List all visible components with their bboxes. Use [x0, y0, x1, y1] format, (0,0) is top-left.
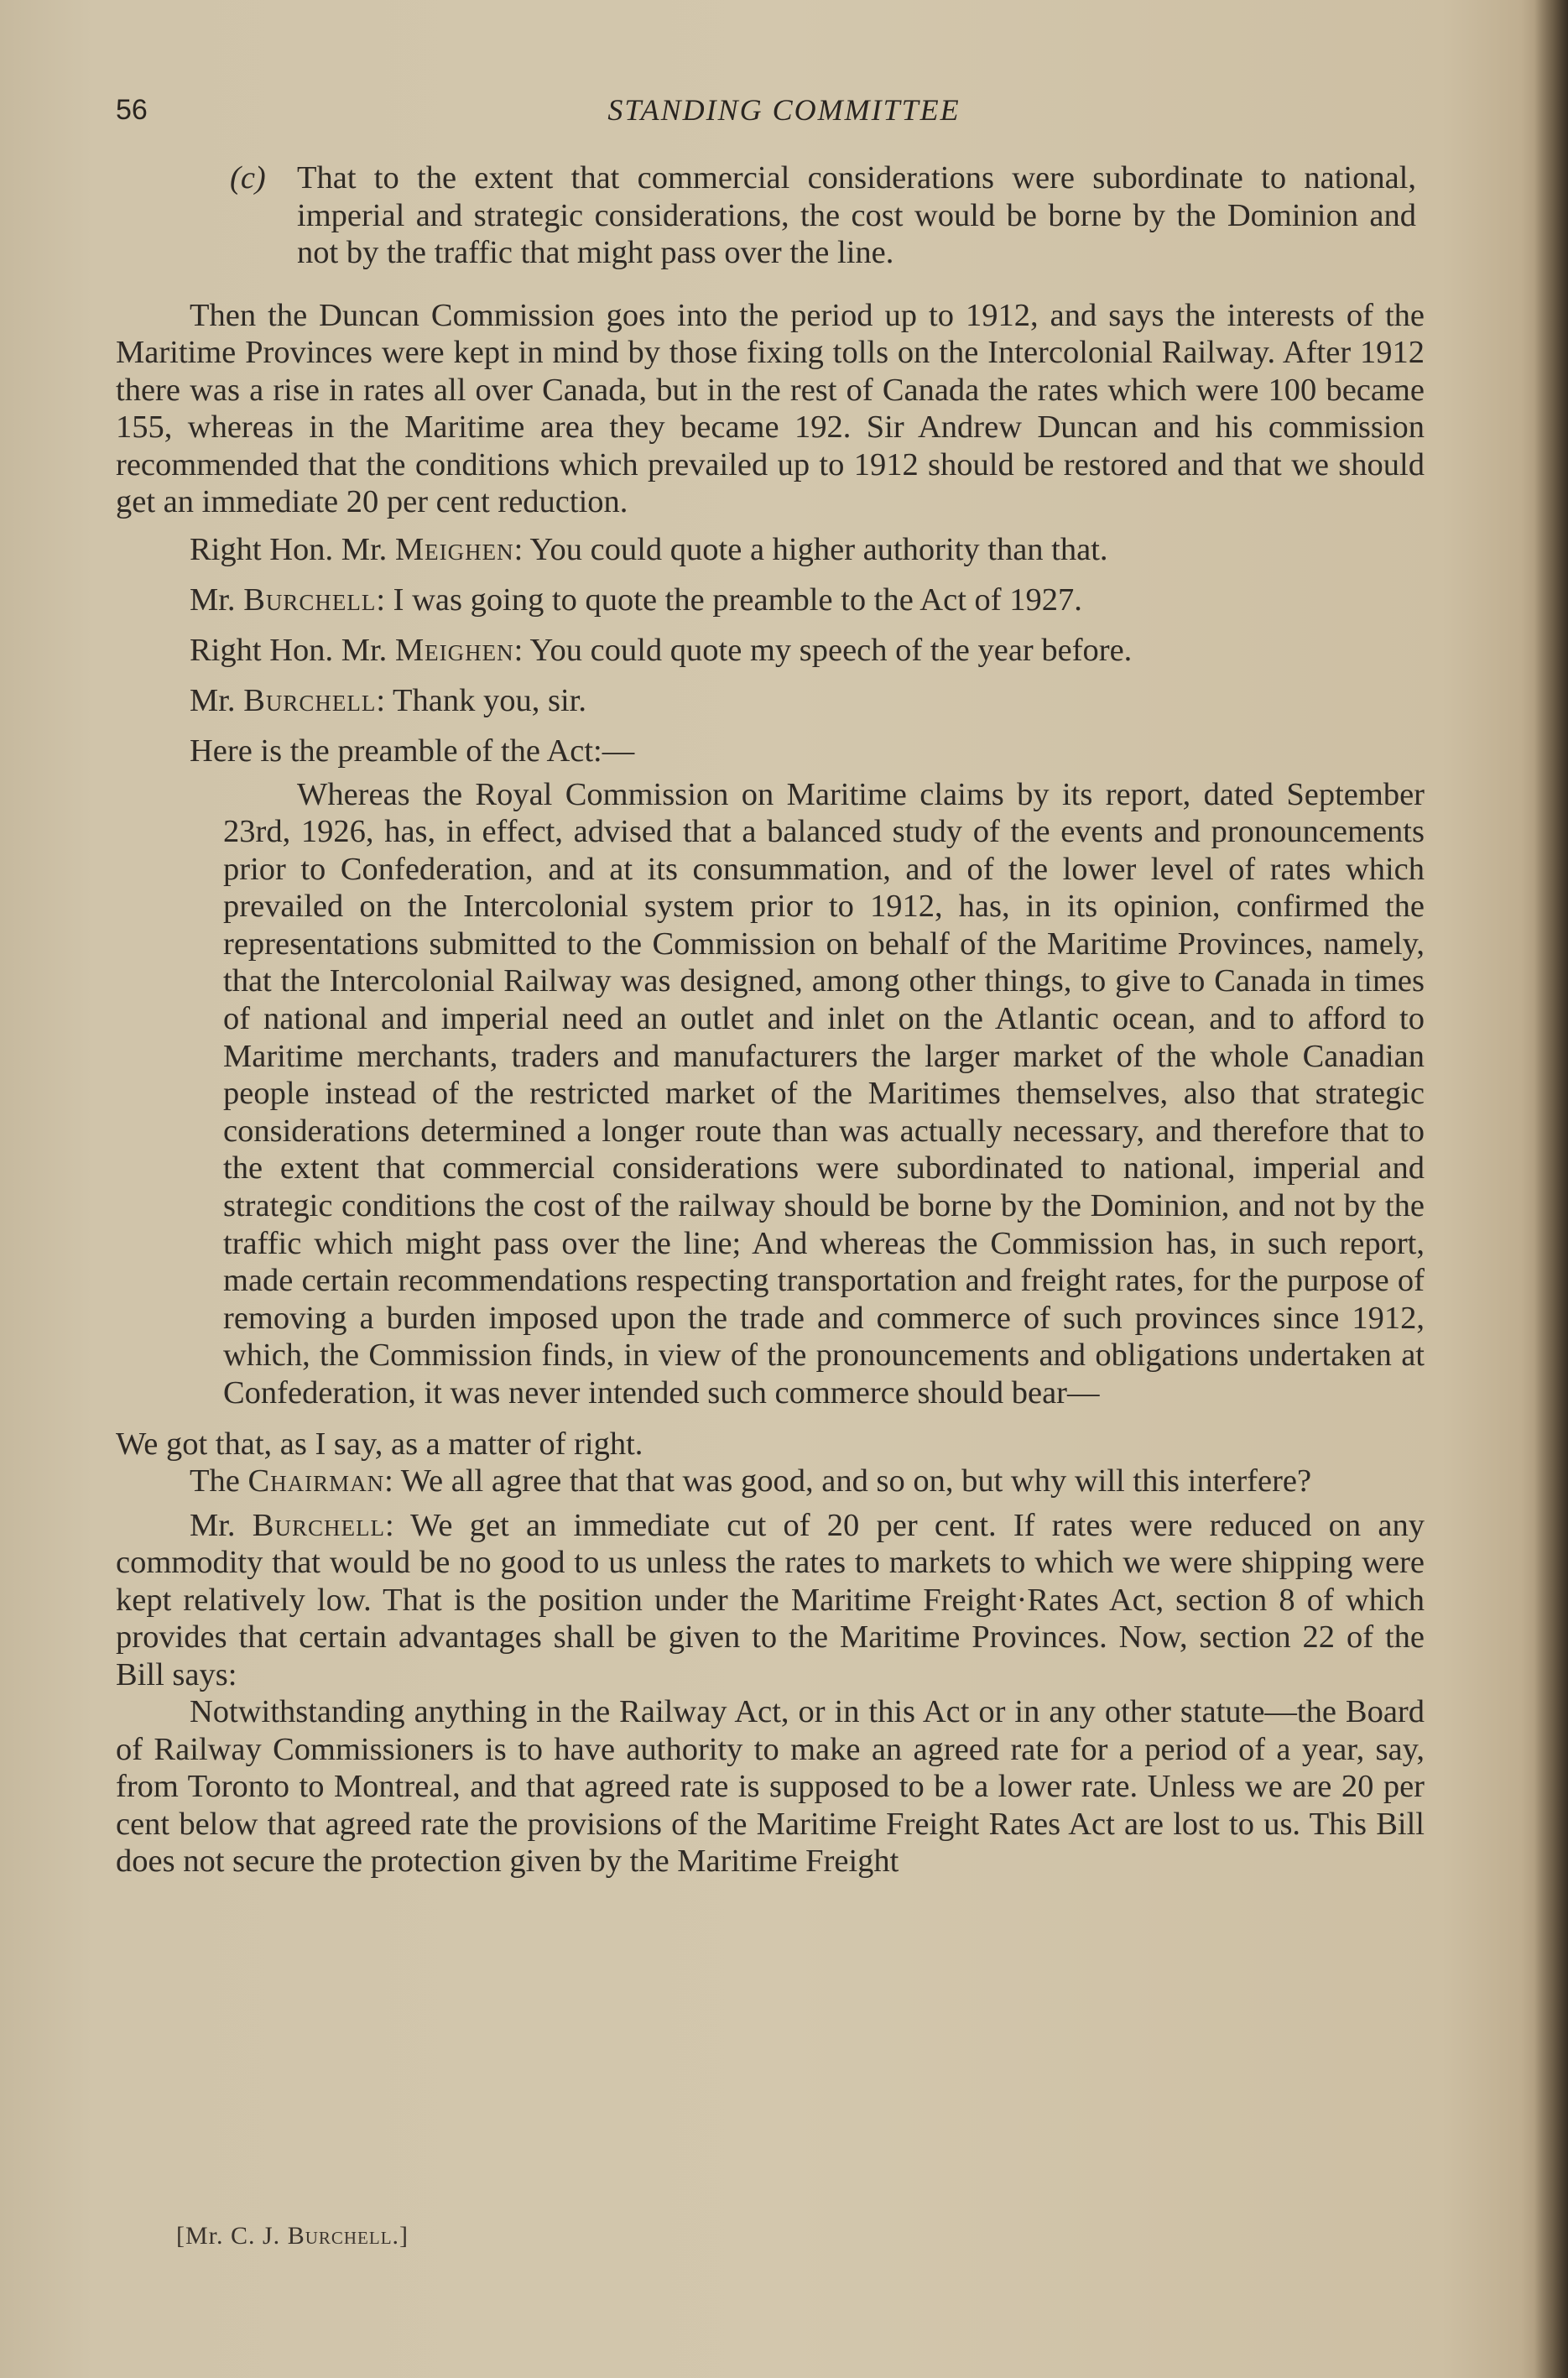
page-number: 56: [116, 94, 148, 126]
speech-burchell-2: [116, 679, 1425, 722]
paragraph-notwithstanding: Notwithstanding anything in the Railway Act, or in this Act or in any other statute—the Board of Railway Commissioners is to have authority to make an agreed rate for a period of a year, say, from Toronto to Montreal, and that agreed rate is supposed to be a lower rate. Unless we are 20 per cent below that agreed rate the provisions of the Maritime Freight Rates Act are lost to us. This Bill does not secure the protection given by the Maritime Freight: [116, 1694, 1425, 1880]
footer-open: [Mr. C. J.: [176, 2222, 288, 2250]
speech-burchell-1: [116, 578, 1425, 622]
speech-text: : Thank you, sir.: [376, 682, 586, 718]
speech-chairman: [116, 1463, 1425, 1500]
clause-c: [116, 159, 1425, 272]
speech-text: : We get an immediate cut of 20 per cent. If rates were reduced on any commodity that would be no good to us unless the rates to markets to which we were shipping were kept relatively low. That is the position under the Maritime Freight·Rates Act, section 8 of which provides that certain advantages shall be given to the Maritime Provinces. Now, section 22 of the Bill says:: [116, 1507, 1425, 1692]
preamble-intro: Here is the preamble of the Act:—: [190, 733, 635, 769]
speaker-name: Burchell: [243, 581, 377, 618]
speech-text: : You could quote my speech of the year before.: [513, 632, 1133, 668]
speaker-name: Meighen: [394, 632, 514, 668]
speaker-name: Chairman: [247, 1463, 385, 1499]
speech-meighen-2: [116, 628, 1425, 672]
speaker-prefix: Mr.: [190, 581, 244, 618]
footer-name: Burchell: [287, 2222, 393, 2250]
preamble-quote: Whereas the Royal Commission on Maritime claims by its report, dated September 23rd, 1926, has, in effect, advised that a balanced study of the events and pronouncements prior to Confederation, and at its consummation, and of the lower level of rates which prevailed on the Intercolonial system prior to 1912, has, in its opinion, confirmed the representations submitted to the Commission on behalf of the Maritime Provinces, namely, that the Intercolonial Railway was designed, among other things, to give to Canada in times of national and imperial need an outlet and inlet on the Atlantic ocean, and to afford to Maritime merchants, traders and manufacturers the larger market of the whole Canadian people instead of the restricted market of the Maritimes themselves, also that strategic considerations determined a longer route than was actually necessary, and therefore that to the extent that commercial considerations were subordinated to national, imperial and strategic conditions the cost of the railway should be borne by the Dominion, and not by the traffic which might pass over the line; And whereas the Commission has, in such report, made certain recommendations respecting transportation and freight rates, for the purpose of removing a burden imposed upon the trade and commerce of such provinces since 1912, which, the Commission finds, in view of the pronouncements and obligations undertaken at Confederation, it was never intended such commerce should bear—: [223, 776, 1425, 1411]
clause-text: That to the extent that commercial considerations were subordinate to national, imperial and strategic considerations, the cost would be borne by the Dominion and not by the traffic that might pass over the line.: [297, 160, 1416, 270]
speaker-name: Meighen: [394, 531, 514, 567]
speech-text: : I was going to quote the preamble to the Act of 1927.: [376, 581, 1082, 618]
speaker-prefix: Mr.: [190, 1507, 253, 1543]
speaker-name: Burchell: [243, 682, 377, 718]
speech-meighen-1: [116, 528, 1425, 571]
after-quote-line: We got that, as I say, as a matter of right.: [116, 1426, 643, 1462]
speech-text: : You could quote a higher authority than that.: [513, 531, 1108, 567]
page-body: [116, 159, 1425, 1880]
speaker-footer: [176, 2222, 409, 2250]
clause-label: (c): [230, 160, 266, 196]
speaker-prefix: Right Hon. Mr.: [190, 632, 395, 668]
page-header: [0, 91, 1568, 141]
running-head: STANDING COMMITTEE: [607, 93, 961, 127]
speaker-prefix: The: [190, 1463, 248, 1499]
footer-close: .]: [392, 2222, 409, 2250]
speaker-prefix: Mr.: [190, 682, 244, 718]
paragraph-duncan-commission: Then the Duncan Commission goes into the period up to 1912, and says the interests of the Maritime Provinces were kept in mind by those fixing tolls on the Intercolonial Railway. After 1912 there was a rise in rates all over Canada, but in the rest of Canada the rates which were 100 became 155, whereas in the Maritime area they became 192. Sir Andrew Duncan and his commission recommended that the conditions which prevailed up to 1912 should be restored and that we should get an immediate 20 per cent reduction.: [116, 297, 1425, 519]
speech-text: : We all agree that that was good, and so on, but why will this interfere?: [384, 1463, 1312, 1499]
speech-burchell-3: [116, 1507, 1425, 1694]
speaker-prefix: Right Hon. Mr.: [190, 531, 395, 567]
book-spine-shadow: [1534, 0, 1568, 2378]
speaker-name: Burchell: [252, 1507, 385, 1543]
